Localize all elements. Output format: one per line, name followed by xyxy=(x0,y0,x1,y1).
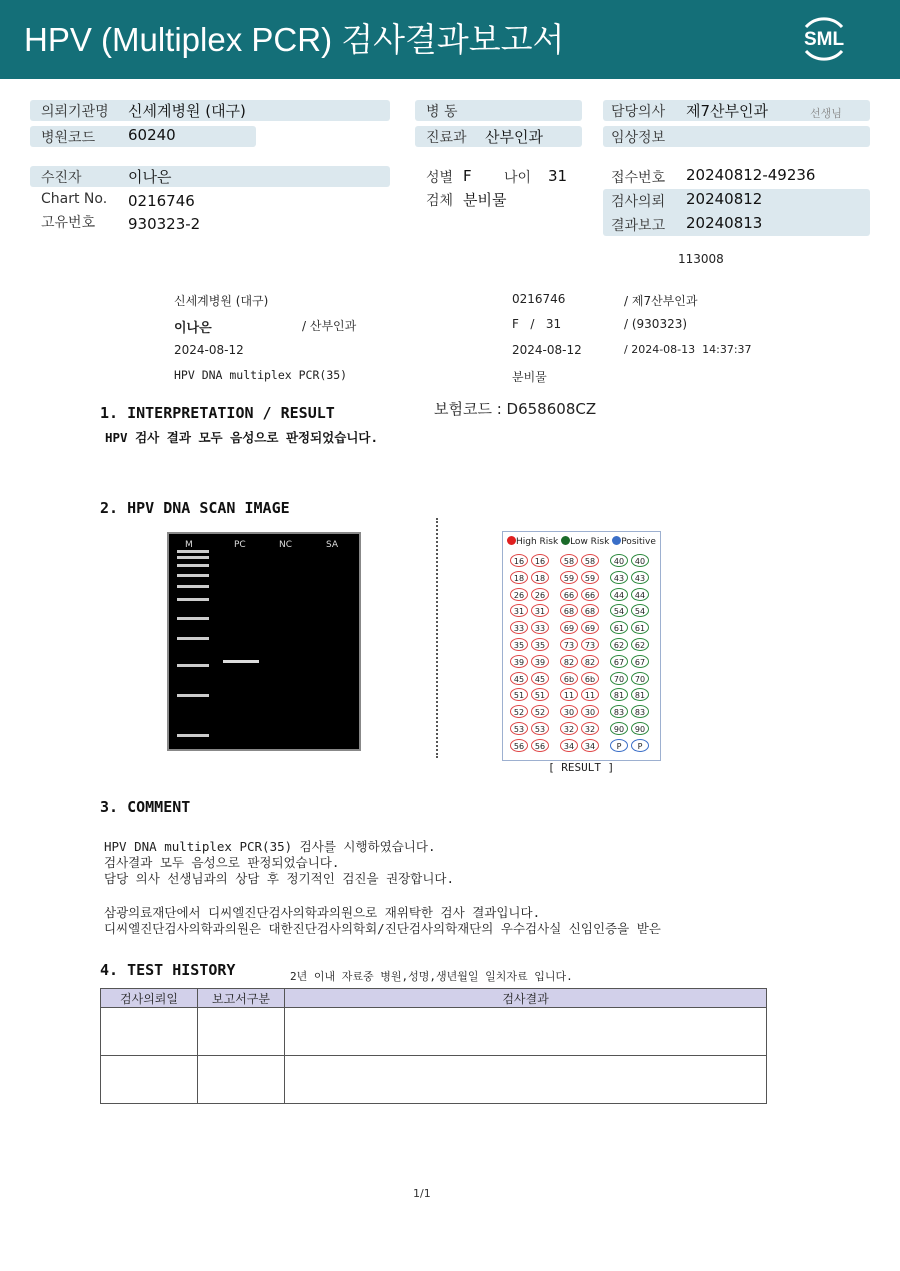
lab-dept: / 산부인과 xyxy=(302,319,357,333)
hpv-type-circle: 59 xyxy=(560,571,578,584)
comment-line: 디씨엘진단검사의학과의원은 대한진단검사의학회/진단검사의학재단의 우수검사실 신임인증을 받은 xyxy=(104,921,661,936)
hpv-type-circle: 39 xyxy=(531,655,549,668)
hpv-type-circle: 90 xyxy=(610,722,628,735)
hpv-type-circle: 52 xyxy=(531,705,549,718)
lab-sex-age: F / 31 xyxy=(512,317,562,331)
receipt-value: 20240812-49236 xyxy=(686,166,816,184)
hpv-type-circle: 62 xyxy=(631,638,649,651)
hpv-type-circle: 16 xyxy=(510,554,528,567)
sex-label: 성별 xyxy=(426,170,454,186)
hpv-type-circle: 58 xyxy=(560,554,578,567)
result-panel xyxy=(502,531,661,761)
section1-result: HPV 검사 결과 모두 음성으로 판정되었습니다. xyxy=(105,430,379,445)
hpv-type-circle: 59 xyxy=(581,571,599,584)
age-value: 31 xyxy=(548,167,568,185)
request-value: 20240812 xyxy=(686,190,763,208)
hpv-type-circle: 56 xyxy=(510,739,528,752)
hpv-type-circle: 73 xyxy=(581,638,599,651)
hpv-type-circle: 54 xyxy=(610,604,628,617)
marker-band xyxy=(177,550,209,553)
hpv-type-circle: 67 xyxy=(610,655,628,668)
sml-logo xyxy=(796,11,852,67)
hpv-type-circle: 73 xyxy=(560,638,578,651)
marker-band xyxy=(177,564,209,567)
hpv-type-circle: 81 xyxy=(610,688,628,701)
comment-line: 담당 의사 선생님과의 상담 후 정기적인 검진을 권장합니다. xyxy=(104,871,455,886)
hospital-code-value: 60240 xyxy=(128,126,176,144)
hpv-type-circle: 43 xyxy=(610,571,628,584)
hpv-type-circle: 32 xyxy=(581,722,599,735)
hpv-type-circle: 82 xyxy=(581,655,599,668)
high-risk-dot xyxy=(507,536,516,545)
request-label: 검사의뢰 xyxy=(611,194,666,210)
chart-label: Chart No. xyxy=(41,191,108,207)
comment-line: HPV DNA multiplex PCR(35) 검사를 시행하였습니다. xyxy=(104,839,436,854)
divider xyxy=(436,518,438,758)
hpv-type-circle: 40 xyxy=(631,554,649,567)
gel-lane-sa: SA xyxy=(326,540,339,550)
hpv-type-circle: 39 xyxy=(510,655,528,668)
hpv-type-circle: 18 xyxy=(510,571,528,584)
marker-band xyxy=(177,637,209,640)
marker-band xyxy=(177,598,209,601)
patient-value: 이나은 xyxy=(128,168,172,186)
gel-lane-m: M xyxy=(185,540,193,550)
page-number: 1/1 xyxy=(413,1187,431,1200)
insurance-code: 보험코드 : D658608CZ xyxy=(434,400,597,418)
hpv-type-circle: 69 xyxy=(560,621,578,634)
chart-value: 0216746 xyxy=(128,192,195,210)
hpv-type-circle: 51 xyxy=(531,688,549,701)
section3-title: 3. COMMENT xyxy=(100,798,191,816)
institution-value: 신세계병원 (대구) xyxy=(128,102,246,120)
unique-value: 930323-2 xyxy=(128,215,201,233)
hpv-type-circle: 31 xyxy=(531,604,549,617)
section4-title: 4. TEST HISTORY xyxy=(100,961,236,979)
doctor-suffix: 선생님 xyxy=(810,107,842,120)
marker-band xyxy=(177,694,209,697)
lab-code: 113008 xyxy=(678,252,724,266)
hpv-type-circle: 58 xyxy=(581,554,599,567)
hpv-type-circle: 82 xyxy=(560,655,578,668)
marker-band xyxy=(177,585,209,588)
hpv-type-circle: 31 xyxy=(510,604,528,617)
sex-value: F xyxy=(463,167,472,185)
legend-high: High Risk xyxy=(516,537,559,547)
hpv-type-circle: 81 xyxy=(631,688,649,701)
lab-patient: 이나은 xyxy=(174,321,212,336)
institution-label: 의뢰기관명 xyxy=(41,104,109,120)
positive-dot xyxy=(612,536,621,545)
legend-low: Low Risk xyxy=(570,537,610,547)
hpv-type-circle: 44 xyxy=(610,588,628,601)
department-label: 진료과 xyxy=(426,130,467,146)
clinical-label: 임상정보 xyxy=(611,130,666,146)
lab-birth: / (930323) xyxy=(624,317,688,331)
hpv-type-circle: 26 xyxy=(510,588,528,601)
hpv-type-circle: 34 xyxy=(560,739,578,752)
report-value: 20240813 xyxy=(686,214,763,232)
legend-positive: Positive xyxy=(621,537,656,547)
section1-title: 1. INTERPRETATION / RESULT xyxy=(100,404,335,422)
history-header-date: 검사의뢰일 xyxy=(101,989,198,1008)
hpv-type-circle: 44 xyxy=(631,588,649,601)
hpv-type-circle: 90 xyxy=(631,722,649,735)
lab-doctor: / 제7산부인과 xyxy=(624,294,698,308)
gel-image xyxy=(167,532,361,751)
hpv-type-circle: 45 xyxy=(510,672,528,685)
hpv-type-circle: 16 xyxy=(531,554,549,567)
low-risk-dot xyxy=(561,536,570,545)
hpv-type-circle: 62 xyxy=(610,638,628,651)
gel-lane-nc: NC xyxy=(279,540,293,550)
table-row xyxy=(101,1056,767,1104)
specimen-label: 검체 xyxy=(426,193,454,209)
hpv-type-circle: 6b xyxy=(560,672,578,685)
hpv-type-circle: P xyxy=(631,739,649,752)
hpv-type-circle: 61 xyxy=(610,621,628,634)
age-label: 나이 xyxy=(504,170,532,186)
marker-band xyxy=(177,617,209,620)
marker-band xyxy=(177,574,209,577)
report-label: 결과보고 xyxy=(611,218,666,234)
hpv-type-circle: 40 xyxy=(610,554,628,567)
table-row xyxy=(101,1008,767,1056)
result-caption: [ RESULT ] xyxy=(548,761,615,774)
hpv-type-circle: 69 xyxy=(581,621,599,634)
hpv-type-circle: 33 xyxy=(531,621,549,634)
ward-label: 병 동 xyxy=(426,104,458,120)
hpv-type-circle: 68 xyxy=(560,604,578,617)
unique-label: 고유번호 xyxy=(41,215,96,231)
lab-date2: 2024-08-12 xyxy=(512,343,582,357)
hpv-type-circle: 53 xyxy=(531,722,549,735)
doctor-label: 담당의사 xyxy=(611,104,666,120)
hpv-type-circle: 45 xyxy=(531,672,549,685)
hpv-type-circle: 30 xyxy=(581,705,599,718)
report-title: HPV (Multiplex PCR) 검사결과보고서 xyxy=(24,21,565,58)
lab-specimen: 분비물 xyxy=(512,370,547,384)
lab-date3: / 2024-08-13 14:37:37 xyxy=(624,343,752,356)
comment-line: 검사결과 모두 음성으로 판정되었습니다. xyxy=(104,855,340,870)
lab-chart: 0216746 xyxy=(512,292,566,306)
section2-title: 2. HPV DNA SCAN IMAGE xyxy=(100,499,290,517)
hpv-type-circle: 33 xyxy=(510,621,528,634)
hpv-type-circle: 6b xyxy=(581,672,599,685)
hpv-type-circle: 70 xyxy=(631,672,649,685)
hpv-type-circle: 30 xyxy=(560,705,578,718)
history-header-type: 보고서구분 xyxy=(198,989,285,1008)
history-table xyxy=(100,988,767,1104)
lab-test: HPV DNA multiplex PCR(35) xyxy=(174,368,348,382)
hpv-type-circle: 56 xyxy=(531,739,549,752)
hpv-type-circle: 43 xyxy=(631,571,649,584)
logo-text: SML xyxy=(803,29,845,50)
hpv-type-circle: 67 xyxy=(631,655,649,668)
hpv-type-circle: 18 xyxy=(531,571,549,584)
gel-lane-pc: PC xyxy=(234,540,246,550)
hpv-type-circle: 53 xyxy=(510,722,528,735)
hpv-type-circle: 68 xyxy=(581,604,599,617)
specimen-value: 분비물 xyxy=(463,191,507,209)
hpv-type-circle: 35 xyxy=(510,638,528,651)
hpv-type-circle: 54 xyxy=(631,604,649,617)
comment-line: 삼광의료재단에서 디씨엘진단검사의학과의원으로 재위탁한 검사 결과입니다. xyxy=(104,905,541,920)
hpv-type-circle: 34 xyxy=(581,739,599,752)
patient-label: 수진자 xyxy=(41,170,82,186)
hpv-type-circle: P xyxy=(610,739,628,752)
panel-legend xyxy=(507,536,656,547)
hpv-type-circle: 51 xyxy=(510,688,528,701)
doctor-value: 제7산부인과 xyxy=(686,102,768,120)
hpv-type-circle: 32 xyxy=(560,722,578,735)
hpv-type-circle: 52 xyxy=(510,705,528,718)
hpv-type-circle: 11 xyxy=(581,688,599,701)
department-value: 산부인과 xyxy=(485,128,543,146)
hospital-code-label: 병원코드 xyxy=(41,130,96,146)
hpv-type-circle: 83 xyxy=(610,705,628,718)
hpv-type-circle: 35 xyxy=(531,638,549,651)
patient-band xyxy=(30,166,390,187)
marker-band xyxy=(177,734,209,737)
pc-band xyxy=(223,660,259,663)
history-header-result: 검사결과 xyxy=(285,989,767,1008)
hpv-type-circle: 26 xyxy=(531,588,549,601)
lab-date1: 2024-08-12 xyxy=(174,343,244,357)
marker-band xyxy=(177,556,209,559)
hpv-type-circle: 11 xyxy=(560,688,578,701)
marker-band xyxy=(177,664,209,667)
lab-hospital: 신세계병원 (대구) xyxy=(174,294,269,308)
receipt-label: 접수번호 xyxy=(611,170,666,186)
hpv-type-circle: 66 xyxy=(560,588,578,601)
history-note: 2년 이내 자료중 병원,성명,생년월일 일치자료 입니다. xyxy=(290,970,573,983)
hpv-type-circle: 83 xyxy=(631,705,649,718)
hpv-type-circle: 66 xyxy=(581,588,599,601)
hpv-type-circle: 61 xyxy=(631,621,649,634)
hpv-type-circle: 70 xyxy=(610,672,628,685)
